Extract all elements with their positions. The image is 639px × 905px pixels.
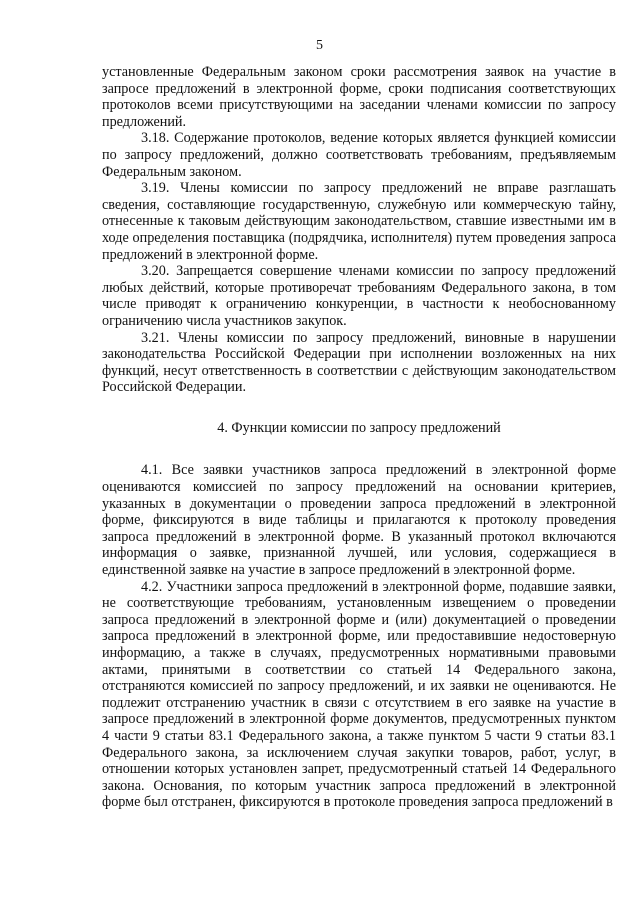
paragraph-3-21: 3.21. Члены комиссии по запросу предложений, виновные в нарушении законодательства Российской Федерации при исполнении возложенных на них функций, несут ответственность в соответствии с действующим законодательством Российской Федерации. xyxy=(102,329,616,396)
paragraph-4-2: 4.2. Участники запроса предложений в электронной форме, подавшие заявки, не соответствующие требованиям, установленным извещением о проведении запроса предложений в электронной форме и (или) документацией о проведении запроса предложений в электронной форме, или предоставившие недостоверную информацию, а также в случаях, предусмотренных нормативными правовыми актами, принятыми в соответствии со статьей 14 Федерального закона, отстраняются комиссией по запросу предложений, и их заявки не оцениваются. Не подлежит отстранению участник в связи с отсутствием в его заявке на участие в запросе предложений в электронной форме документов, предусмотренных пунктом 4 части 9 статьи 83.1 Федерального закона, а также пунктом 5 части 9 статьи 83.1 Федерального закона, за исключением случая закупки товаров, работ, услуг, в отношении которых установлен запрет, предусмотренный статьей 14 Федерального закона. Основания, по которым участник запроса предложений в электронной форме был отстранен, фиксируются в протоколе проведения запроса предложений в xyxy=(102,578,616,811)
paragraph-4-1: 4.1. Все заявки участников запроса предложений в электронной форме оцениваются комиссией по запросу предложений на основании критериев, указанных в документации о проведении запроса предложений в электронной форме, фиксируются в виде таблицы и прилагаются к протоколу проведения запроса предложений в электронной форме. В указанный протокол включаются информация о заявке, признанной лучшей, или условия, содержащиеся в единственной заявке на участие в запросе предложений в электронной форме. xyxy=(102,462,616,579)
section-heading: 4. Функции комиссии по запросу предложений xyxy=(217,419,501,436)
paragraph-3-19: 3.19. Члены комиссии по запросу предложений не вправе разглашать сведения, составляющие государственную, служебную или коммерческую тайну, отнесенные к таковым действующим законодательством, ставшие известными им в ходе определения поставщика (подрядчика, исполнителя) путем проведения запроса предложений в электронной форме. xyxy=(102,180,616,263)
paragraph-3-18: 3.18. Содержание протоколов, ведение которых является функцией комиссии по запросу предложений, должно соответствовать требованиям, предъявляемым Федеральным законом. xyxy=(102,130,616,180)
paragraph-3-20: 3.20. Запрещается совершение членами комиссии по запросу предложений любых действий, которые противоречат требованиям Федерального закона, в том числе приводят к ограничению конкуренции, в частности к необоснованному ограничению числа участников закупок. xyxy=(102,263,616,329)
page-number: 5 xyxy=(316,38,323,53)
document-body xyxy=(102,64,616,811)
paragraph-continuation: установленные Федеральным законом сроки рассмотрения заявок на участие в запросе предложений в электронной форме, сроки подписания соответствующих протоколов всеми присутствующими на заседании членами комиссии по запросу предложений. xyxy=(102,64,616,130)
